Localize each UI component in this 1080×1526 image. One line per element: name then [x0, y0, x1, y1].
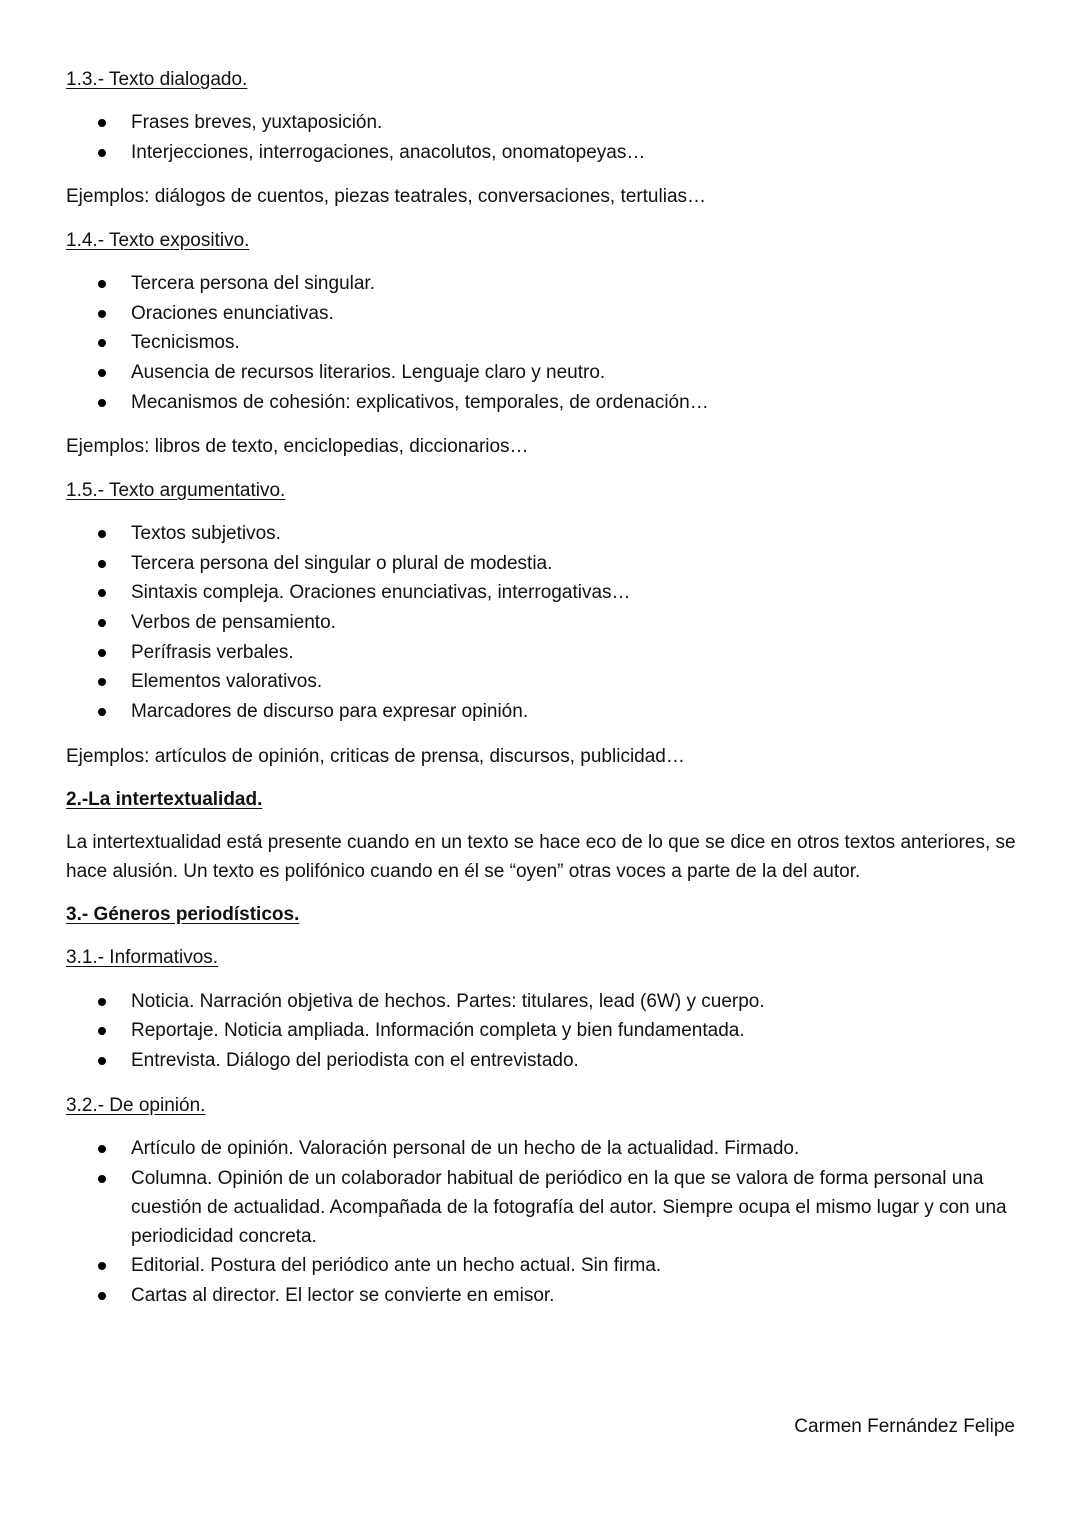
bullet-icon: [98, 1292, 106, 1300]
bullet-icon: [98, 678, 106, 686]
bullet-icon: [98, 280, 106, 288]
section-heading-1-4: 1.4.- Texto expositivo.: [66, 230, 250, 251]
section-heading-3: 3.- Géneros periodísticos.: [66, 904, 300, 925]
bullet-icon: [98, 339, 106, 347]
bullet-icon: [98, 708, 106, 716]
bullet-icon: [98, 369, 106, 377]
bullet-icon: [98, 530, 106, 538]
bullet-icon: [98, 1027, 106, 1035]
bullet-icon: [98, 1262, 106, 1270]
bullet-icon: [98, 560, 106, 568]
list-item-text: Columna. Opinión de un colaborador habitual de periódico en la que se valora de forma personal una cuestión de actualidad. Acompañada de la fotografía del autor. Siempre ocupa el mismo lugar y con una periodicidad concreta.: [131, 1168, 1007, 1247]
section-heading-1-5: 1.5.- Texto argumentativo.: [66, 480, 286, 501]
document-page: 1.3.- Texto dialogado. Frases breves, yuxtaposición. Interjecciones, interrogaciones, anacolutos, onomatopeyas… Ejemplos: diálogos de cuentos, piezas teatrales, conversaciones, tertulias… 1.4.- Texto expositivo. Tercera persona del singular. Oraciones enunciativas. Tecnicismos. Ausencia de recursos literarios. Lenguaje claro y neutro. Mecanismos de cohesión: explicativos, temporales, de ordenación… Ejemplos: libros de texto, enciclopedias, diccionarios… 1.5.- Texto argumentativo. Textos subjetivos. Tercera persona del singular o plural de modestia. Sintaxis compleja. Oraciones enunciativas, interrogativas… Verbos de pensamiento. Perífrasis verbales. Elementos valorativos. Marcadores de discurso para expresar opinión. Ejemplos: artículos de opinión, criticas de prensa, discursos, publicidad… 2.-La intertextualidad. La intertextualidad está presente cuando en un texto se hace eco de lo que se dice en otros textos anteriores, se hace alusión. Un texto es polifónico cuando en él se “oyen” otras voces a parte de la del autor. 3.- Géneros periodísticos. 3.1.- Informativos. Noticia. Narración objetiva de hechos. Partes: titulares, lead (6W) y cuerpo. Reportaje. Noticia ampliada. Información completa y bien fundamentada. Entrevista. Diálogo del periodista con el entrevistado. 3.2.- De opinión. Artículo de opinión. Valoración personal de un hecho de la actualidad. Firmado. Columna. Opinión de un colaborador habitual de periódico en la que se valora de forma personal una cuestión de actualidad. Acompañada de la fotografía del autor. Siempre ocupa el mismo lugar y con una periodicidad concreta. Editorial. Postura del periódico ante un hecho actual. Sin firma. Cartas al director. El lector se convierte en emisor. Carmen Fernández Felipe: [0, 0, 1080, 1526]
bullet-icon: [98, 998, 106, 1006]
section-heading-3-2: 3.2.- De opinión.: [66, 1095, 206, 1116]
bullet-icon: [98, 310, 106, 318]
author-footer: Carmen Fernández Felipe: [794, 1416, 1015, 1437]
section-heading-2: 2.-La intertextualidad.: [66, 789, 263, 810]
bullet-icon: [98, 1175, 106, 1183]
examples-1-3: Ejemplos: diálogos de cuentos, piezas teatrales, conversaciones, tertulias…: [66, 186, 707, 207]
bullet-icon: [98, 619, 106, 627]
intertextuality-paragraph: La intertextualidad está presente cuando en un texto se hace eco de lo que se dice en otros textos anteriores, se hace alusión. Un texto es polifónico cuando en él se “oyen” otras voces a parte de la del autor.: [66, 832, 1016, 882]
bullet-icon: [98, 119, 106, 127]
bullet-icon: [98, 149, 106, 157]
section-heading-1-3: 1.3.- Texto dialogado.: [66, 69, 248, 90]
bullet-icon: [98, 589, 106, 597]
bullet-icon: [98, 1057, 106, 1065]
section-heading-3-1: 3.1.- Informativos.: [66, 947, 219, 968]
examples-1-5: Ejemplos: artículos de opinión, criticas de prensa, discursos, publicidad…: [66, 746, 685, 767]
bullet-icon: [98, 399, 106, 407]
examples-1-4: Ejemplos: libros de texto, enciclopedias, diccionarios…: [66, 436, 529, 457]
bullet-icon: [98, 649, 106, 657]
bullet-icon: [98, 1145, 106, 1153]
